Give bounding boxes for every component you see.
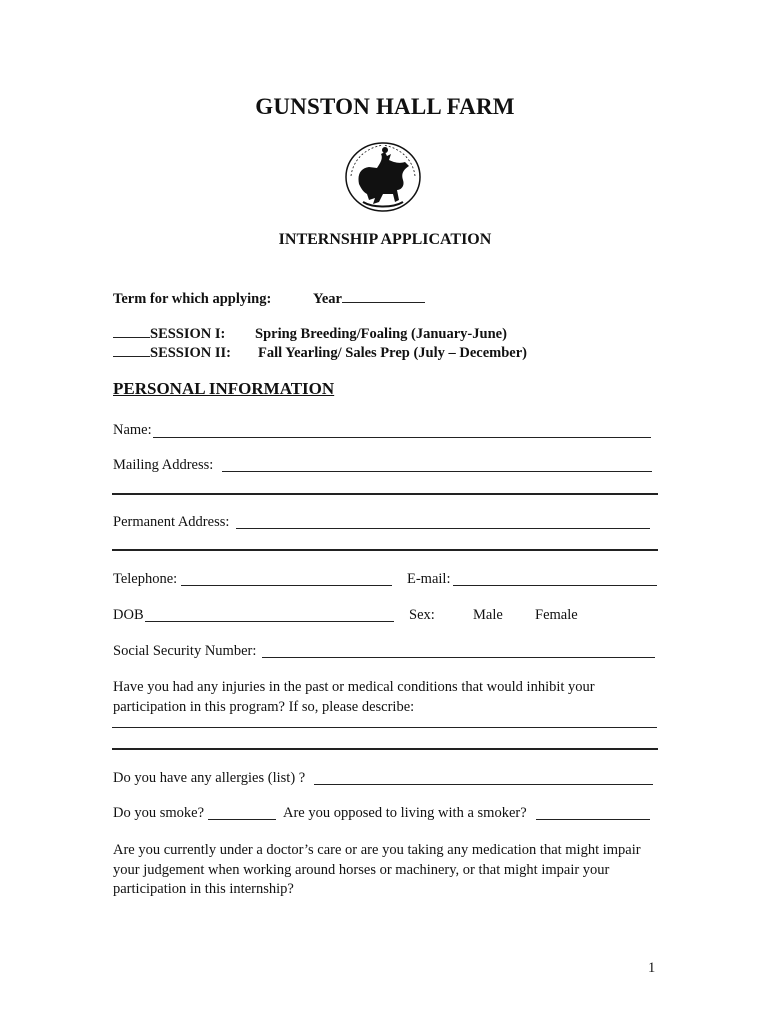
name-field[interactable]: [153, 437, 651, 438]
telephone-label: Telephone:: [113, 571, 178, 587]
injuries-question: Have you had any injuries in the past or medical conditions that would inhibit your participation in this program? If so, please describe:: [113, 679, 595, 715]
session-1-name: SESSION I:: [150, 326, 226, 342]
injuries-answer-line-2[interactable]: [112, 748, 658, 750]
mailing-address-label: Mailing Address:: [113, 457, 214, 473]
year-label: Year: [313, 291, 342, 307]
allergies-field[interactable]: [314, 784, 653, 785]
permanent-address-label: Permanent Address:: [113, 514, 230, 530]
sex-female-option[interactable]: Female: [535, 607, 578, 623]
sex-label: Sex:: [409, 607, 435, 623]
permanent-address-line-2[interactable]: [112, 549, 658, 551]
ssn-field[interactable]: [262, 657, 655, 658]
dob-field[interactable]: [145, 621, 394, 622]
form-subtitle: INTERNSHIP APPLICATION: [278, 231, 492, 248]
permanent-address-field[interactable]: [236, 528, 650, 529]
smoke-field[interactable]: [208, 819, 276, 820]
horse-rider-seal-icon: [343, 140, 423, 214]
sex-male-option[interactable]: Male: [473, 607, 503, 623]
session-2-description: Fall Yearling/ Sales Prep (July – December): [258, 345, 528, 361]
section-heading: PERSONAL INFORMATION: [113, 379, 335, 398]
allergies-label: Do you have any allergies (list) ?: [113, 770, 306, 786]
page-number: 1: [648, 960, 656, 976]
doctor-question: Are you currently under a doctor’s care or are you taking any medication that might impair your judgement when working around horses or machinery, or that might impair your participation in this internship?: [113, 842, 641, 897]
dob-label: DOB: [113, 607, 144, 623]
session-2-checkbox[interactable]: [113, 345, 231, 362]
smoker-opposed-label: Are you opposed to living with a smoker?: [283, 805, 527, 821]
term-label: Term for which applying:: [113, 291, 272, 307]
email-field[interactable]: [453, 585, 657, 586]
ssn-label: Social Security Number:: [113, 643, 257, 659]
session-2-name: SESSION II:: [150, 345, 231, 361]
mailing-address-field[interactable]: [222, 471, 652, 472]
session-1-description: Spring Breeding/Foaling (January-June): [255, 326, 507, 342]
injuries-answer-line-1[interactable]: [112, 727, 657, 728]
year-field[interactable]: [313, 291, 425, 308]
session-1-checkbox[interactable]: [113, 326, 225, 343]
smoker-opposed-field[interactable]: [536, 819, 650, 820]
mailing-address-line-2[interactable]: [112, 493, 658, 495]
telephone-field[interactable]: [181, 585, 392, 586]
name-label: Name:: [113, 422, 152, 438]
page-title: GUNSTON HALL FARM: [255, 94, 515, 119]
email-label: E-mail:: [407, 571, 451, 587]
smoke-label: Do you smoke?: [113, 805, 205, 821]
